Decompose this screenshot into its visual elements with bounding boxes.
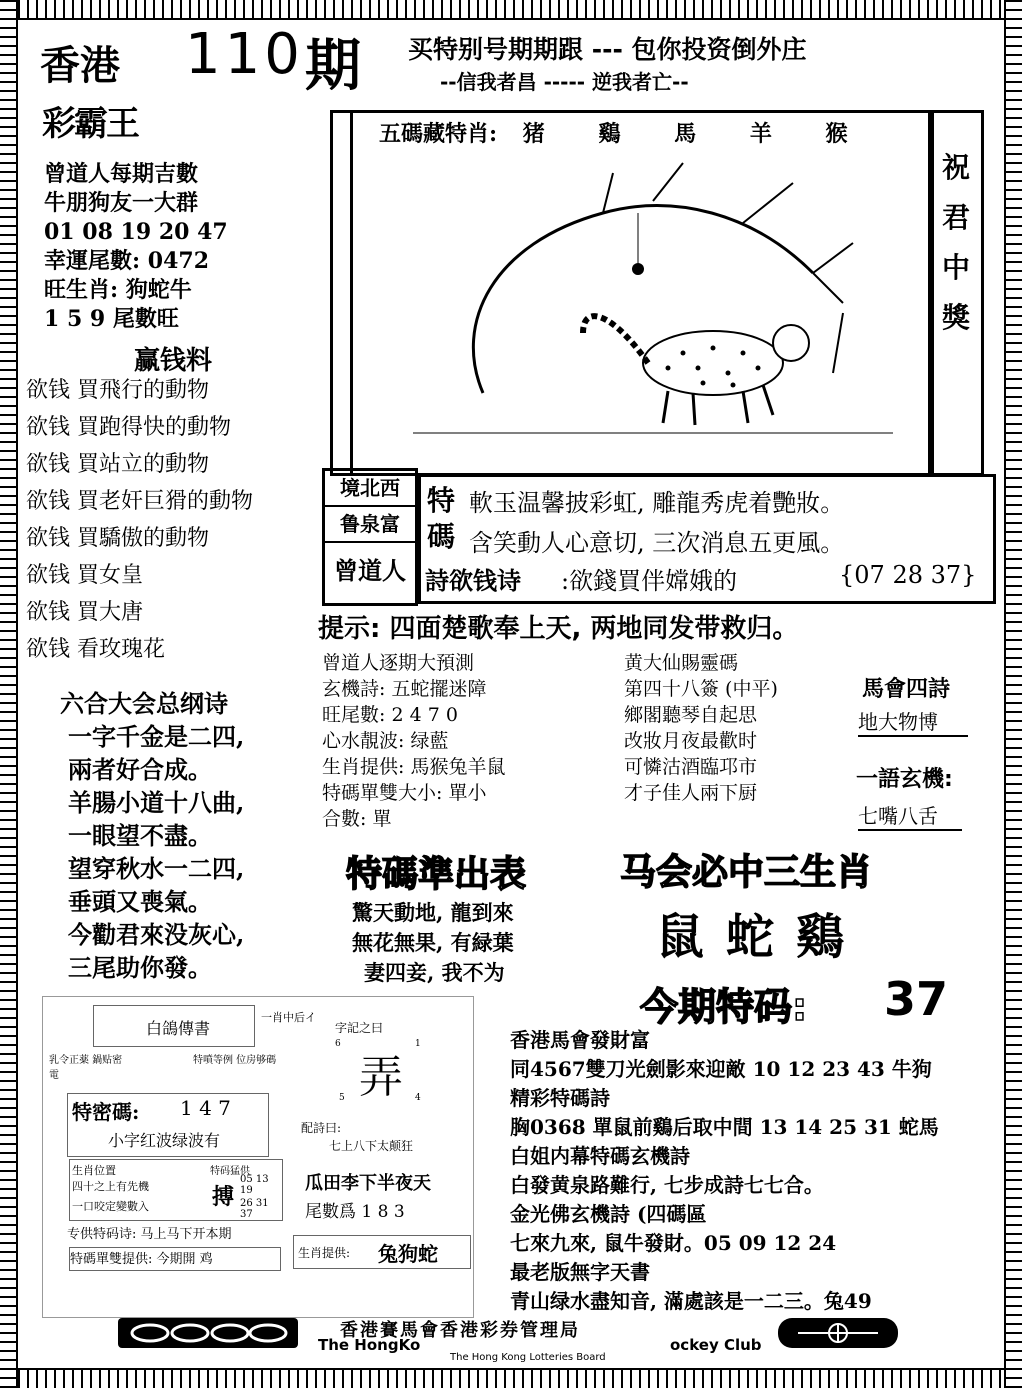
zeng-block: [322, 650, 505, 832]
list-item: 欲钱 買大唐: [26, 600, 144, 625]
intro-line: 1 5 9 尾數旺: [44, 306, 179, 332]
list-item: 欲钱 買飛行的動物: [26, 378, 210, 403]
hint-line: 提示: 四面楚歌奉上天, 两地同发带救归。: [318, 614, 799, 644]
daoren-seal: [322, 468, 418, 606]
intro-line: 幸運尾數: 0472: [44, 248, 210, 274]
top-border: [0, 0, 1022, 20]
poem-line: 羊腸小道十八曲,: [68, 788, 245, 817]
footer-en2: ockey Club: [670, 1336, 762, 1354]
region-label: 香港: [40, 43, 120, 89]
special-poem-line3-label: 詩欲钱诗: [425, 566, 521, 595]
special-poem-side: 特 碼: [427, 484, 456, 553]
right-border: [1004, 0, 1022, 1388]
lotteries-logo: [778, 1318, 898, 1348]
bottom-line: 白姐内幕特碼玄機詩: [510, 1144, 690, 1168]
list-item: 欲钱 買驕傲的動物: [26, 526, 210, 551]
blessing-char: 獎: [941, 301, 970, 334]
one-word-title: 一語玄機:: [856, 767, 953, 792]
match-label: 配詩曰:: [301, 1121, 342, 1135]
intro-block: [44, 160, 228, 334]
zodiac-pos-box: 生肖位置 四十之上有先機 一口咬定變數入 特码猛供 搏 05 13 19 26 31 37: [69, 1159, 283, 1221]
zeng-line: 曾道人逐期大預測: [322, 652, 475, 674]
poem-line: 三尾助你發。: [68, 953, 212, 982]
bottom-line: 最老版無字天書: [510, 1260, 650, 1284]
pigeon-small-left: 乳令正薬 鍋贴密電: [49, 1055, 123, 1081]
poem-line: 今勸君來没灰心,: [68, 920, 245, 949]
list-item: 欲钱 買老奸巨猾的動物: [26, 489, 254, 514]
wong-line: 黄大仙賜靈碼: [624, 652, 739, 674]
blessing-rod: [928, 110, 984, 476]
must-win-animals: 鼠蛇鷄: [656, 909, 867, 965]
scroll-picture: [350, 110, 934, 476]
left-border: [0, 0, 18, 1388]
footer-en1: The HongKo: [318, 1336, 421, 1354]
intro-line: 牛朋狗友一大群: [44, 190, 199, 216]
secret-code-nums: 1 4 7: [180, 1096, 231, 1120]
wong-line: 第四十八簽 (中平): [624, 678, 778, 700]
wong-block: [624, 650, 778, 806]
win-money-list: [26, 372, 253, 668]
bottom-line: 香港馬會發財富: [510, 1028, 650, 1052]
slogan-sub: --信我者昌 ----- 逆我者亡--: [440, 70, 689, 94]
special-out-line: 驚天動地, 龍到來: [352, 900, 514, 925]
special-out-line: 妻四妾, 我不为: [364, 960, 505, 985]
pigeon-card: 白鴿傳書 一肖中后イ 乳令正薬 鍋贴密電 特噴等例 位房够碼 特密碼: 1 4 7 小字红波绿波有 生肖位置 四十之上有先機 一口咬定變數入 特码猛供 搏 05 13 19 26 31 37 专供特码诗: 马上马下开本期 特碼單雙提供: 今期開 鸡 字記之曰 6 1 弄 5 4 配詩曰: 七上八下太颠狂 瓜田李下半夜天 尾數爲 1 8 3 生肖提供: 兔狗蛇: [42, 996, 474, 1318]
list-item: 欲钱 看玫瑰花: [26, 637, 166, 662]
intro-line: 曾道人每期吉數: [44, 161, 199, 187]
footer-en3: The Hong Kong Lotteries Board: [450, 1352, 606, 1363]
horse-poem-value: 地大物博: [858, 706, 968, 737]
six-poem-block: [68, 720, 244, 984]
secret-code-box: [67, 1093, 269, 1157]
today-number: 37: [884, 972, 949, 1026]
special-out-line: 無花無果, 有緑葉: [352, 930, 514, 955]
pigeon-title-box: [93, 1005, 255, 1047]
special-poem-line2: 含笑動人心意切, 三次消息五更風。: [469, 529, 845, 557]
poem-line: 垂頭又喪氣。: [68, 887, 212, 916]
special-poem-line3: :欲錢買伴嫦娥的: [561, 567, 738, 595]
secret-code-wave: 小字红波绿波有: [108, 1131, 221, 1150]
special-poem-box: [418, 474, 996, 604]
today-label: 今期特码:: [640, 985, 808, 1029]
slogan-main: 买特别号期期跟 --- 包你投资倒外庄: [408, 35, 807, 64]
secret-code-label: 特密碼:: [72, 1100, 140, 1124]
bottom-border: [0, 1368, 1022, 1388]
leopard-tree-illustration: [413, 153, 893, 453]
wong-line: 可憐沽酒臨邛市: [624, 756, 758, 778]
bottom-line: 同4567雙刀光劍影來迎敵 10 12 23 43 牛狗: [510, 1057, 932, 1081]
blessing-char: 中: [941, 251, 970, 284]
zodiac-supply-box: 生肖提供: 兔狗蛇: [293, 1235, 471, 1269]
seal-line: 境北西: [325, 471, 415, 507]
wong-line: 鄉閣聽琴自起思: [624, 704, 758, 726]
footer-cn: 香港賽馬會香港彩券管理局: [340, 1320, 580, 1341]
brand-title: 彩霸王: [42, 104, 138, 144]
pigeon-small-right: 特噴等例 位房够碼: [193, 1055, 277, 1066]
poem-line: 望穿秋水一二四,: [68, 854, 245, 883]
match-text: 七上八下太颠狂: [329, 1139, 414, 1153]
special-poem-numbers: {07 28 37}: [839, 561, 977, 589]
bottom-line: 七來九來, 鼠牛發財。05 09 12 24: [510, 1231, 837, 1255]
must-win-title: 马会必中三生肖: [620, 852, 873, 893]
seal-line: 曾道人: [334, 556, 406, 585]
list-item: 欲钱 買女皇: [26, 563, 144, 588]
big-char: 弄: [359, 1052, 403, 1103]
pigeon-side: 一肖中后イ: [261, 1011, 316, 1024]
zeng-line: 合數: 單: [322, 808, 392, 830]
issue-suffix: 期: [305, 34, 365, 99]
zeng-line: 生肖提供: 馬猴兔羊鼠: [322, 756, 506, 778]
bottom-line: 精彩特碼詩: [510, 1086, 610, 1110]
bottom-line: 金光佛玄機詩 (四碼區: [510, 1202, 707, 1226]
zeng-line: 特碼單雙大小: 單小: [322, 782, 487, 804]
wong-line: 改妝月夜最歡时: [624, 730, 758, 752]
zeng-line: 心水靚波: 绿藍: [322, 730, 449, 752]
win-money-title: 赢钱料: [134, 346, 213, 376]
horse-poem-title: 馬會四詩: [862, 677, 951, 702]
blessing-char: 祝: [941, 151, 970, 184]
special-poem-line1: 軟玉温馨披彩虹, 雕龍秀虎着艷妝。: [469, 489, 845, 517]
poem-line: 一字千金是二四,: [68, 722, 245, 751]
zeng-line: 旺尾數: 2 4 7 0: [322, 704, 458, 726]
poem-line: 一眼望不盡。: [68, 821, 212, 850]
one-word-value: 七嘴八舌: [858, 800, 962, 831]
six-poem-title: 六合大会总纲诗: [60, 690, 228, 718]
zeng-line: 玄機詩: 五蛇擺迷障: [322, 678, 487, 700]
intro-line: 旺生肖: 狗蛇牛: [44, 277, 192, 303]
five-code-line: 五碼藏特肖: 猪 鷄 馬 羊 猴: [379, 121, 848, 147]
issue-number: 110: [185, 22, 304, 87]
bottom-line: 白發黄泉路難行, 七步成詩七七合。: [510, 1173, 824, 1197]
pigeon-title: 白鴿傳書: [146, 1019, 211, 1038]
melon-line: 瓜田李下半夜天: [305, 1173, 431, 1194]
seal-line: 鲁泉富: [325, 507, 415, 543]
bottom-poems: [510, 1026, 939, 1316]
intro-line: 01 08 19 20 47: [44, 219, 228, 245]
blessing-char: 君: [941, 201, 970, 234]
poem-line: 兩者好合成。: [68, 755, 212, 784]
list-item: 欲钱 買跑得快的動物: [26, 415, 232, 440]
special-out-title: 特碼準出表: [346, 854, 527, 895]
bottom-line: 胸0368 單鼠前鷄后取中間 13 14 25 31 蛇馬: [510, 1115, 939, 1139]
list-item: 欲钱 買站立的動物: [26, 452, 210, 477]
wong-line: 才子佳人兩下厨: [624, 782, 758, 804]
jockey-logo: [118, 1318, 298, 1348]
tail-line: 尾數爲 1 8 3: [305, 1202, 405, 1222]
bottom-line: 青山绿水盡知音, 滿處該是一二三。兔49: [510, 1289, 872, 1313]
exclusive-poem: 专供特码诗: 马上马下开本期: [67, 1227, 232, 1242]
char-label: 字記之曰: [335, 1021, 384, 1035]
special-out-block: [352, 898, 514, 988]
odd-even-box: 特碼單雙提供: 今期開 鸡: [69, 1247, 281, 1271]
